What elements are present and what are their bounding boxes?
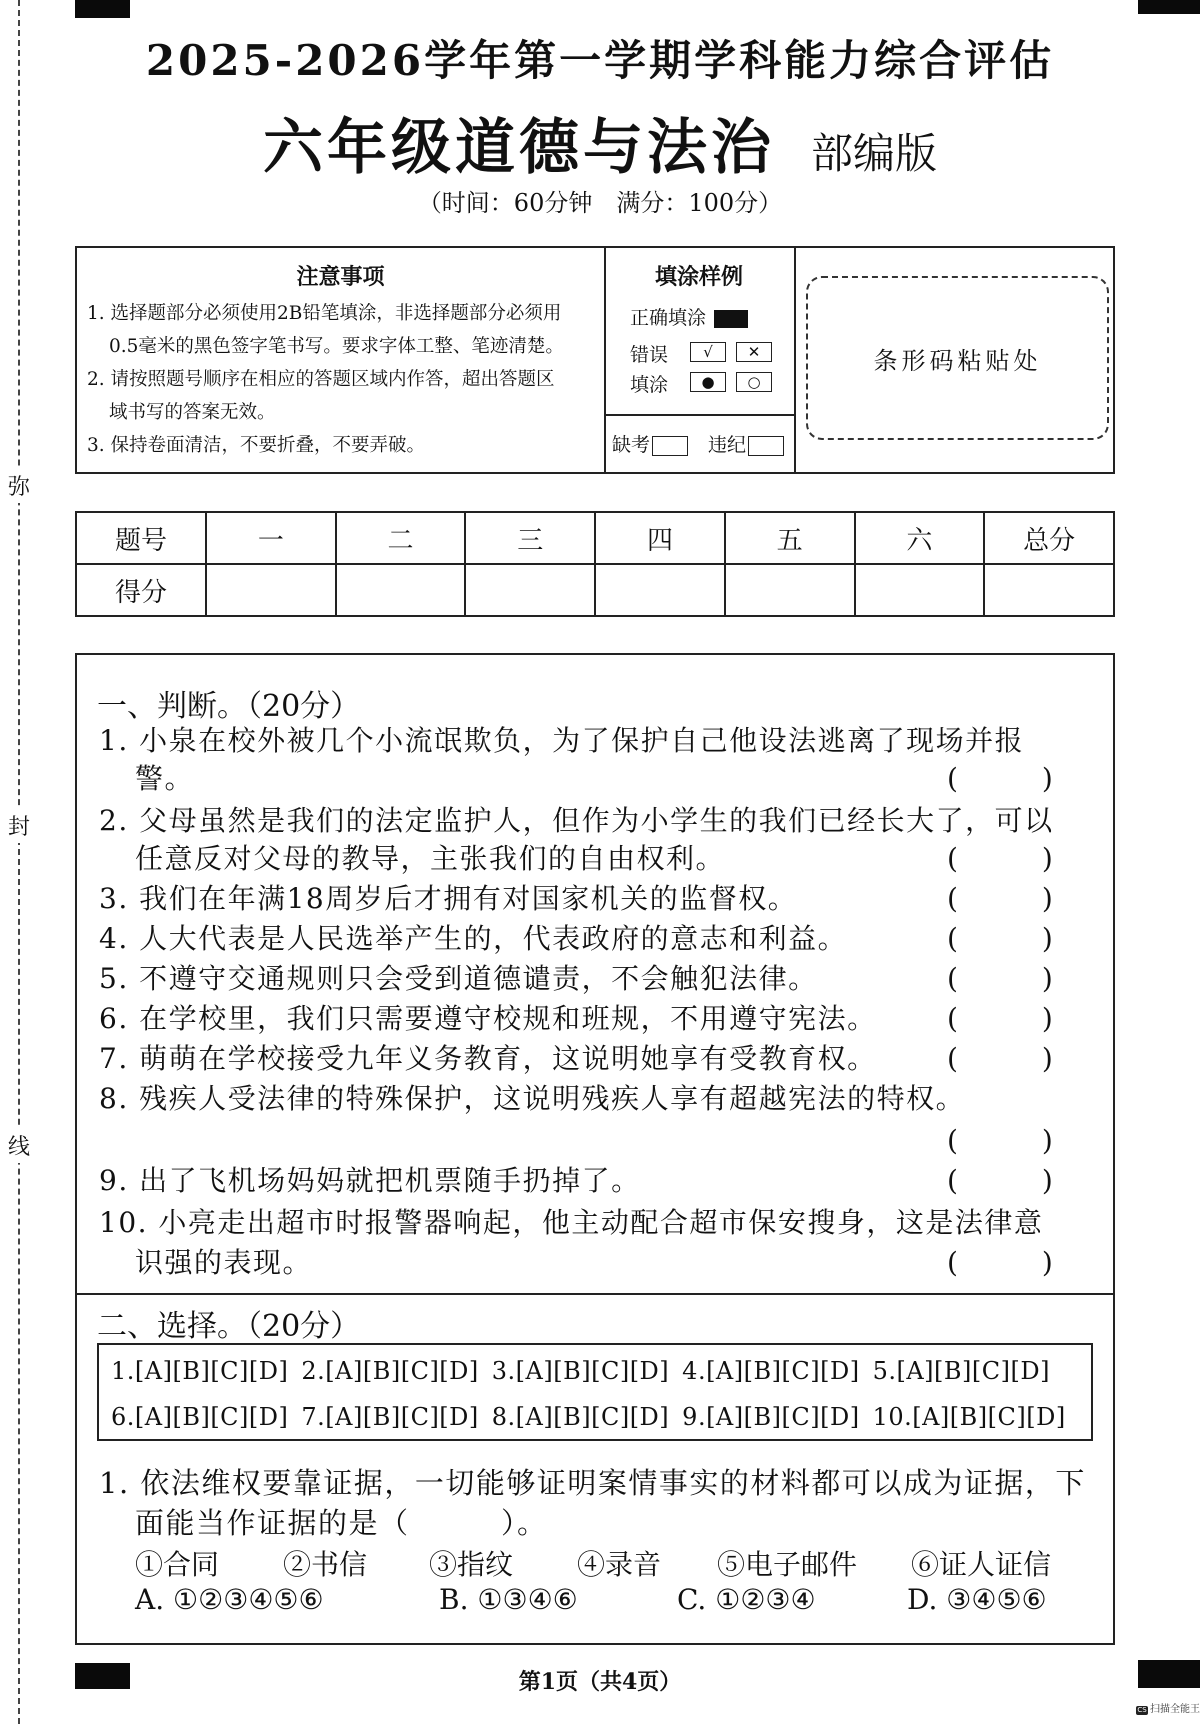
score-value-row: [76, 564, 1114, 616]
subject-name: 六年级道德与法治: [262, 113, 775, 183]
choice-b: B. ①③④⑥: [439, 1583, 578, 1616]
score-cell[interactable]: [725, 564, 855, 616]
judge-question-1-line-2: 警。: [135, 762, 195, 795]
score-header-cell: 五: [725, 512, 855, 564]
notice-item-2-line-2: 域书写的答案无效。: [109, 402, 276, 423]
notice-section: [77, 248, 606, 472]
violation-checkbox[interactable]: [748, 436, 784, 456]
judge-answer-7[interactable]: ( ): [947, 1042, 1053, 1075]
choice-answer-grid: [97, 1343, 1093, 1441]
answer-option-9[interactable]: 9.[A][B][C][D]: [682, 1403, 860, 1431]
fill-example-heading: 填涂样例: [654, 264, 743, 290]
circle-mark-icon: ○: [736, 372, 772, 392]
notice-item-1-line-1: 1. 选择题部分必须使用2B铅笔填涂，非选择题部分必须用: [87, 303, 562, 324]
exam-title: 2025-2026学年第一学期学科能力综合评估: [145, 36, 1055, 85]
wrong-fill-label-2: 填涂: [630, 374, 669, 396]
score-cell[interactable]: [465, 564, 595, 616]
choice-c: C. ①②③④: [677, 1583, 816, 1616]
judge-question-5: 5. 不遵守交通规则只会受到道德谴责，不会触犯法律。: [99, 962, 818, 995]
evidence-item-3: ③指纹: [429, 1548, 514, 1581]
notice-item-3: 3. 保持卷面清洁，不要折叠，不要弄破。: [87, 435, 426, 456]
judge-question-10-line-1: 10. 小亮走出超市时报警器响起，他主动配合超市保安搜身，这是法律意: [99, 1206, 1044, 1239]
judge-answer-5[interactable]: ( ): [947, 962, 1053, 995]
wrong-fill-row-1: [686, 340, 772, 362]
choice-question-1-line-2: 面能当作证据的是（ ）。: [135, 1506, 548, 1540]
judge-question-3: 3. 我们在年满18周岁后才拥有对国家机关的监督权。: [99, 882, 798, 915]
absent-checkbox[interactable]: [652, 436, 688, 456]
time-info: （时间：60分钟 满分：100分）: [417, 189, 783, 217]
violation-row: [708, 430, 784, 457]
score-header-row: [76, 512, 1114, 564]
judge-answer-8[interactable]: ( ): [947, 1124, 1053, 1157]
answer-option-7[interactable]: 7.[A][B][C][D]: [301, 1403, 479, 1431]
section-divider: [77, 1293, 1113, 1295]
score-header-cell: 六: [855, 512, 985, 564]
score-header-cell: 四: [595, 512, 725, 564]
cross-mark-icon: ✕: [736, 342, 772, 362]
evidence-item-6: ⑥证人证信: [911, 1548, 1052, 1581]
absent-label: 缺考: [612, 434, 651, 456]
wrong-fill-row-2: [686, 370, 772, 392]
scanner-logo-icon: CS: [1137, 1706, 1147, 1714]
answer-option-4[interactable]: 4.[A][B][C][D]: [682, 1357, 860, 1385]
answer-option-6[interactable]: 6.[A][B][C][D]: [111, 1403, 289, 1431]
score-header-cell: 一: [206, 512, 336, 564]
binding-char-3: 线: [8, 1128, 30, 1163]
notice-heading: 注意事项: [296, 264, 385, 290]
judge-answer-3[interactable]: ( ): [947, 882, 1053, 915]
score-header-cell: 总分: [984, 512, 1114, 564]
score-cell[interactable]: [206, 564, 336, 616]
answer-option-5[interactable]: 5.[A][B][C][D]: [872, 1357, 1050, 1385]
evidence-item-1: ①合同: [135, 1548, 220, 1581]
score-table: [75, 511, 1115, 617]
notice-item-2-line-1: 2. 请按照题号顺序在相应的答题区域内作答，超出答题区: [87, 369, 555, 390]
question-area: [75, 653, 1115, 1645]
fill-example-divider: [604, 414, 794, 416]
judge-question-10-line-2: 识强的表现。: [135, 1246, 313, 1279]
edition-label: 部编版: [810, 129, 937, 178]
score-cell[interactable]: [855, 564, 985, 616]
choice-a: A. ①②③④⑤⑥: [135, 1583, 324, 1616]
notice-item-1: [77, 297, 604, 363]
judge-question-6: 6. 在学校里，我们只需要遵守校规和班规，不用遵守宪法。: [99, 1002, 877, 1035]
notice-item-1-line-2: 0.5毫米的黑色签字笔书写。要求字体工整、笔迹清楚。: [109, 336, 564, 357]
score-header-cell: 题号: [76, 512, 206, 564]
choice-question-1-line-1: 1. 依法维权要靠证据，一切能够证明案情事实的材料都可以成为证据，下: [99, 1466, 1086, 1500]
judge-answer-9[interactable]: ( ): [947, 1164, 1053, 1197]
evidence-item-5: ⑤电子邮件: [717, 1548, 858, 1581]
judge-question-1-line-1: 1. 小泉在校外被几个小流氓欺负，为了保护自己他设法逃离了现场并报: [99, 724, 1025, 757]
binding-char-1: 弥: [8, 468, 30, 503]
correct-fill-sample: [714, 310, 748, 328]
notice-box: [75, 246, 1115, 474]
judge-question-4: 4. 人大代表是人民选举产生的，代表政府的意志和利益。: [99, 922, 848, 955]
answer-option-2[interactable]: 2.[A][B][C][D]: [301, 1357, 479, 1385]
judge-question-8: 8. 残疾人受法律的特殊保护，这说明残疾人享有超越宪法的特权。: [99, 1082, 966, 1115]
judge-question-7: 7. 萌萌在学校接受九年义务教育，这说明她享有受教育权。: [99, 1042, 877, 1075]
answer-row-2: [111, 1403, 1079, 1431]
judge-answer-2[interactable]: ( ): [947, 842, 1053, 875]
check-mark-icon: √: [690, 342, 726, 362]
score-row-label: 得分: [76, 564, 206, 616]
barcode-area: 条形码粘贴处: [806, 276, 1109, 440]
violation-label: 违纪: [708, 434, 747, 456]
judge-answer-1[interactable]: ( ): [947, 762, 1053, 795]
score-header-cell: 三: [465, 512, 595, 564]
judge-question-2-line-1: 2. 父母虽然是我们的法定监护人，但作为小学生的我们已经长大了，可以: [99, 804, 1054, 837]
registration-mark-top-right: [1138, 0, 1200, 14]
score-header-cell: 二: [336, 512, 466, 564]
binding-line: [18, 0, 20, 1724]
judge-answer-10[interactable]: ( ): [947, 1246, 1053, 1279]
registration-mark-top-left: [75, 0, 130, 18]
score-cell[interactable]: [336, 564, 466, 616]
evidence-item-2: ②书信: [283, 1548, 368, 1581]
correct-fill-label: 正确填涂: [630, 307, 707, 329]
judge-answer-6[interactable]: ( ): [947, 1002, 1053, 1035]
wrong-fill-label-1: 错误: [630, 344, 669, 366]
subject-title: [0, 100, 1200, 186]
scanner-app-name: 扫描全能王: [1150, 1704, 1200, 1715]
answer-option-1[interactable]: 1.[A][B][C][D]: [111, 1357, 289, 1385]
notice-item-2: [77, 363, 604, 429]
dot-mark-icon: ●: [690, 372, 726, 392]
judge-question-2-line-2: 任意反对父母的教导，主张我们的自由权利。: [135, 842, 726, 875]
evidence-item-4: ④录音: [577, 1548, 662, 1581]
answer-option-8[interactable]: 8.[A][B][C][D]: [491, 1403, 670, 1431]
binding-char-2: 封: [8, 808, 30, 843]
judge-question-9: 9. 出了飞机场妈妈就把机票随手扔掉了。: [99, 1164, 641, 1197]
fill-example-section: [604, 248, 796, 472]
score-cell[interactable]: [595, 564, 725, 616]
answer-row-1: [111, 1357, 1063, 1385]
answer-option-3[interactable]: 3.[A][B][C][D]: [491, 1357, 670, 1385]
judge-answer-4[interactable]: ( ): [947, 922, 1053, 955]
correct-fill-row: [630, 303, 748, 330]
answer-option-10[interactable]: 10.[A][B][C][D]: [872, 1403, 1066, 1431]
choice-d: D. ③④⑤⑥: [907, 1583, 1047, 1616]
absent-row: [612, 430, 688, 457]
score-cell[interactable]: [984, 564, 1114, 616]
section-2-title: 二、选择。（20分）: [97, 1309, 361, 1344]
page-number: 第1页（共4页）: [518, 1669, 682, 1695]
scanner-watermark: [1136, 1700, 1200, 1715]
section-1-title: 一、判断。（20分）: [97, 689, 361, 724]
